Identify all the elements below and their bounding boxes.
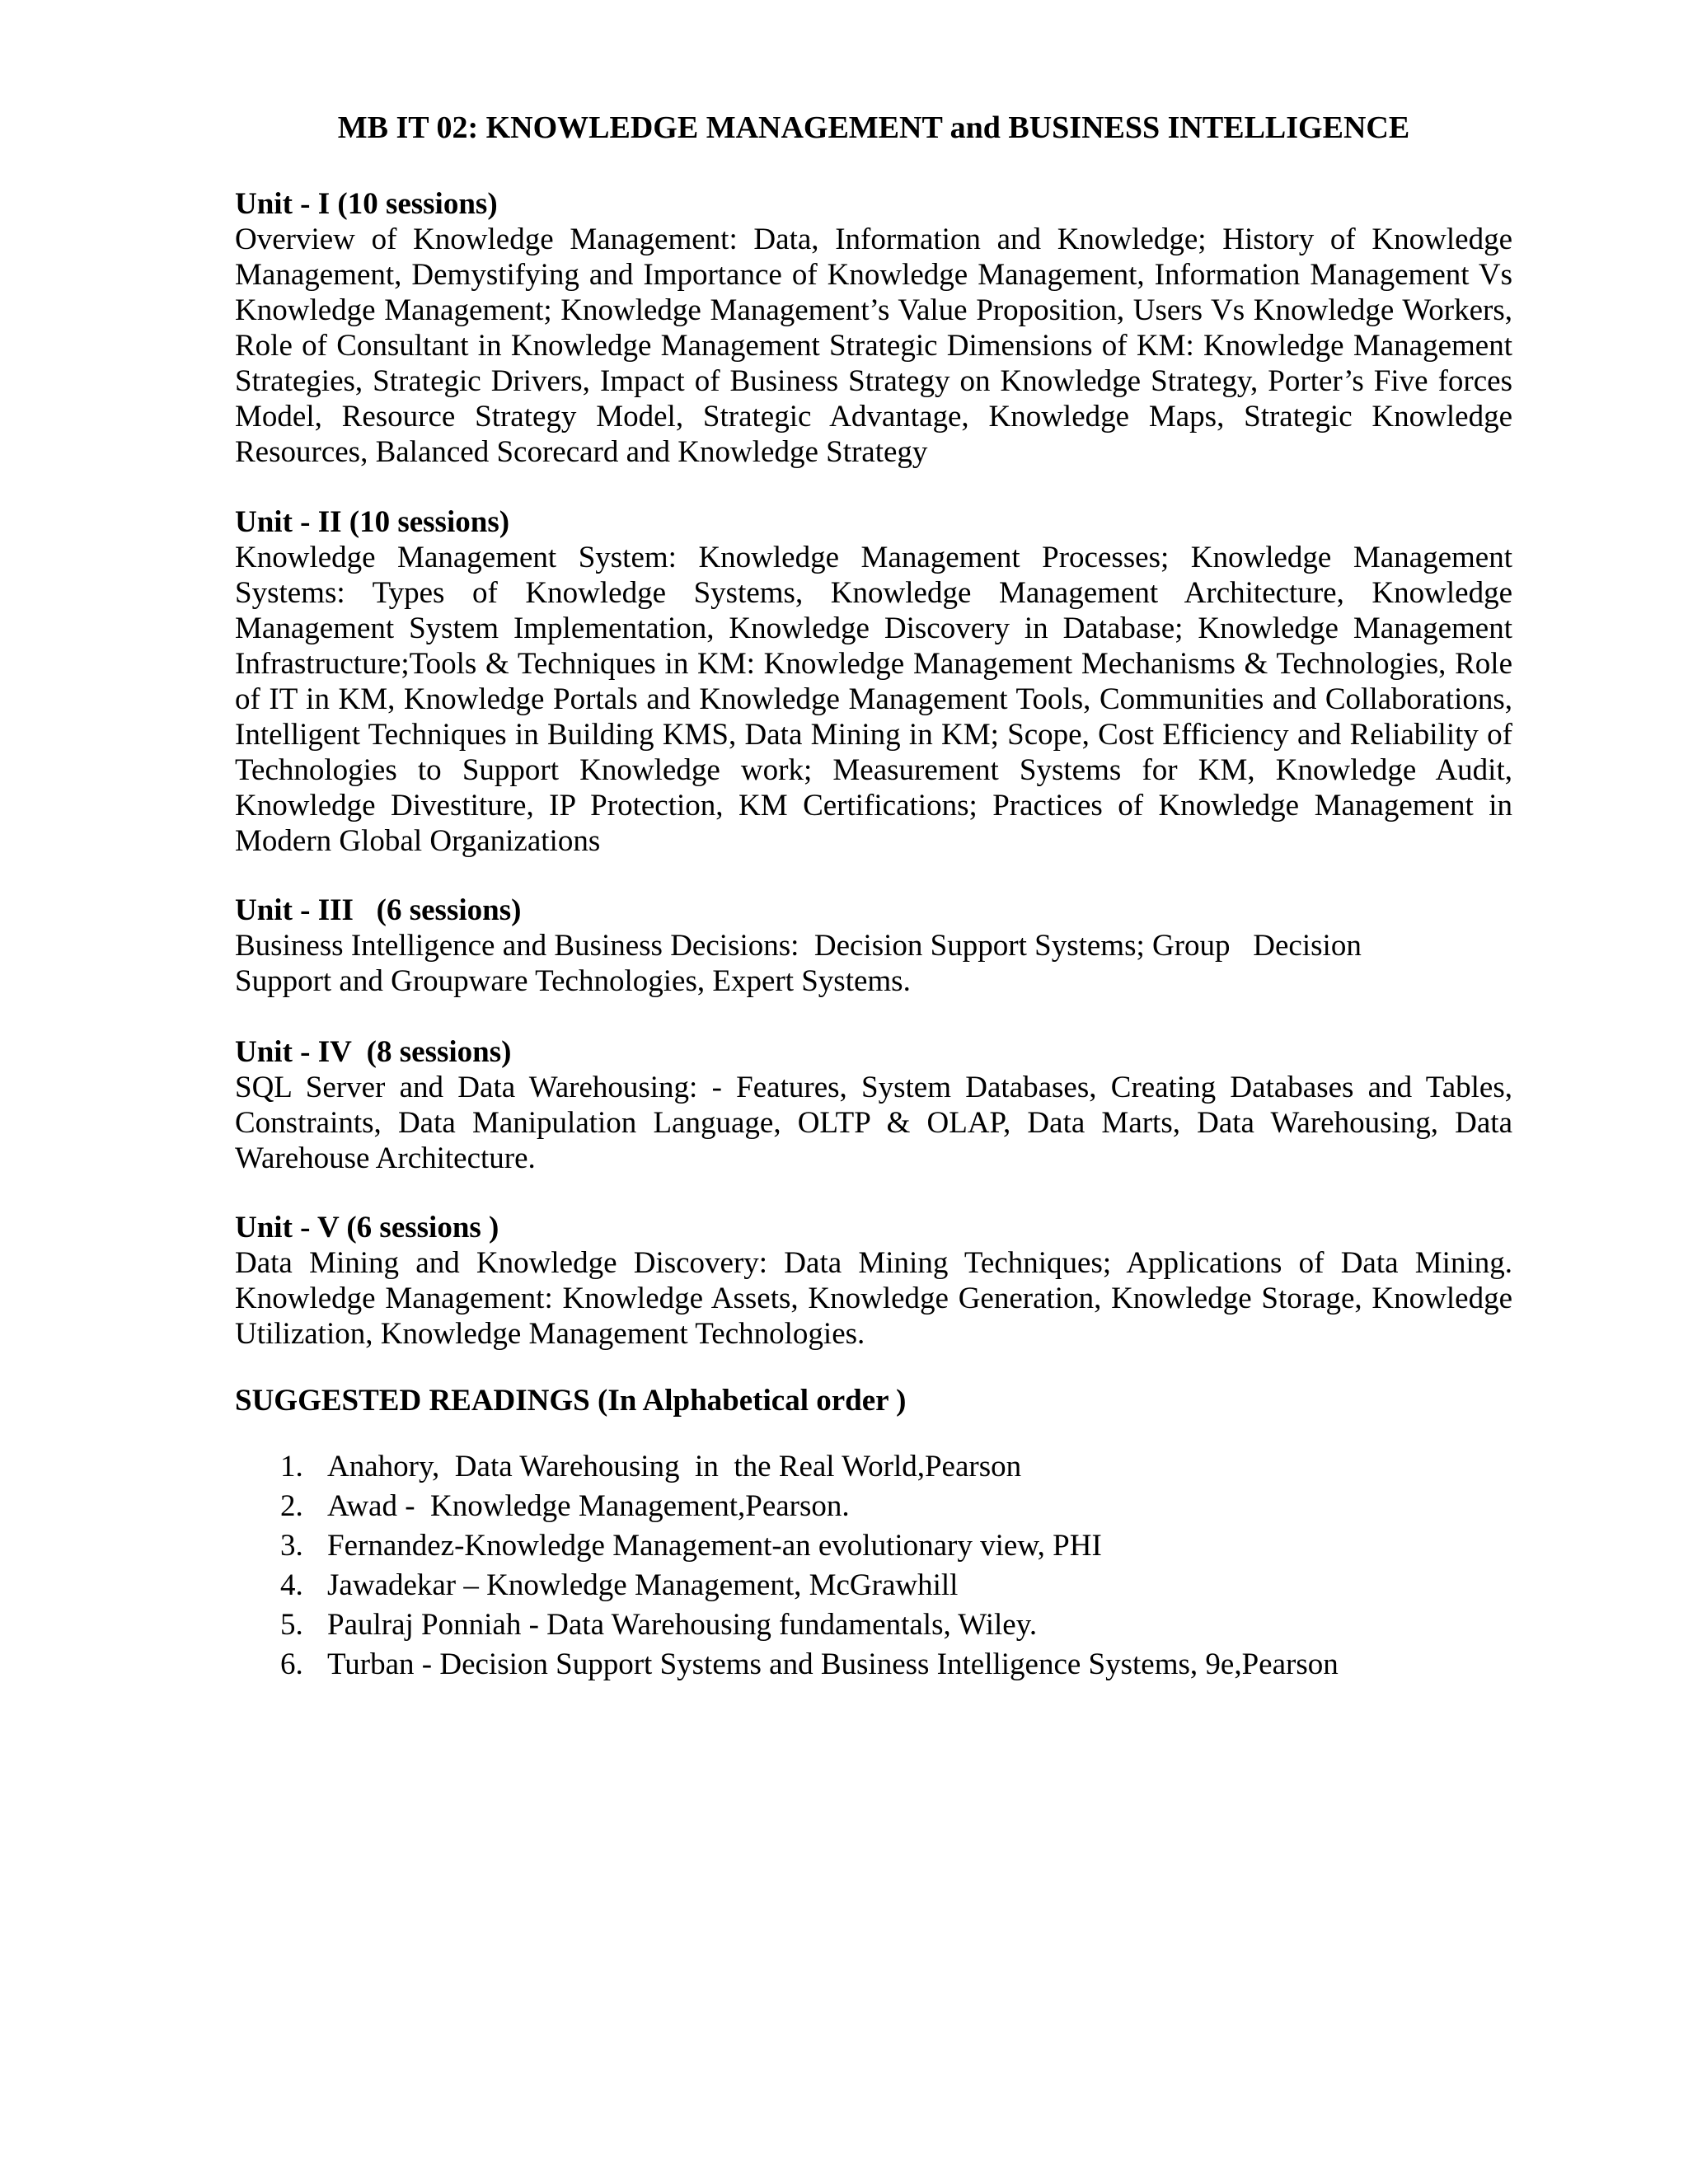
unit-3-body-line-1: Business Intelligence and Business Decisions: Decision Support Systems; Group Decision (235, 929, 1362, 963)
unit-1-body: Overview of Knowledge Management: Data, Information and Knowledge; History of Knowledge Management, Demystifying and Importance of Knowledge Management, Information Management Vs Knowledge Management; Knowledge Management’s Value Proposition, Users Vs Knowledge Workers, Role of Consultant in Knowledge Management Strategic Dimensions of KM: Knowledge Management Strategies, Strategic Drivers, Impact of Business Strategy on Knowledge Strategy, Porter’s Five forces Model, Resource Strategy Model, Strategic Advantage, Knowledge Maps, Strategic Knowledge Resources, Balanced Scorecard and Knowledge Strategy (235, 223, 1512, 469)
unit-1-heading: Unit - I (10 sessions) (235, 187, 498, 221)
readings-heading: SUGGESTED READINGS (In Alphabetical order ) (235, 1384, 907, 1418)
unit-4-body: SQL Server and Data Warehousing: - Features, System Databases, Creating Databases and Tables, Constraints, Data Manipulation Language, OLTP & OLAP, Data Marts, Data Warehousing, Data Warehouse Architecture. (235, 1071, 1512, 1175)
unit-1-section (235, 186, 1512, 470)
reading-item (280, 1605, 1339, 1645)
reading-text: Anahory, Data Warehousing in the Real World,Pearson (327, 1450, 1022, 1483)
unit-2-body: Knowledge Management System: Knowledge Management Processes; Knowledge Management Systems: Types of Knowledge Systems, Knowledge Management Architecture, Knowledge Management System Implementation, Knowledge Discovery in Database; Knowledge Management Infrastructure;Tools & Techniques in KM: Knowledge Management Mechanisms & Technologies, Role of IT in KM, Knowledge Portals and Knowledge Management Tools, Communities and Collaborations, Intelligent Techniques in Building KMS, Data Mining in KM; Scope, Cost Efficiency and Reliability of Technologies to Support Knowledge work; Measurement Systems for KM, Knowledge Audit, Knowledge Divestiture, IP Protection, KM Certifications; Practices of Knowledge Management in Modern Global Organizations (235, 541, 1512, 858)
reading-text: Turban - Decision Support Systems and Business Intelligence Systems, 9e,Pearson (327, 1647, 1339, 1681)
unit-3-section (235, 893, 1512, 999)
reading-text: Jawadekar – Knowledge Management, McGrawhill (327, 1568, 959, 1602)
reading-number: 5. (280, 1608, 303, 1642)
reading-number: 2. (280, 1489, 303, 1523)
reading-text: Fernandez-Knowledge Management-an evolutionary view, PHI (327, 1529, 1102, 1563)
unit-4-section (235, 1034, 1512, 1176)
unit-2-section (235, 504, 1512, 859)
unit-5-body: Data Mining and Knowledge Discovery: Data Mining Techniques; Applications of Data Mining. Knowledge Management: Knowledge Assets, Knowledge Generation, Knowledge Storage, Knowledge Utilization, Knowledge Management Technologies. (235, 1246, 1512, 1351)
reading-item (280, 1566, 1339, 1605)
reading-item (280, 1447, 1339, 1487)
reading-text: Paulraj Ponniah - Data Warehousing fundamentals, Wiley. (327, 1608, 1038, 1642)
reading-number: 1. (280, 1450, 303, 1483)
unit-3-body-line-2: Support and Groupware Technologies, Expert Systems. (235, 964, 911, 998)
reading-item (280, 1487, 1339, 1526)
unit-4-heading: Unit - IV (8 sessions) (235, 1035, 512, 1069)
reading-number: 6. (280, 1647, 303, 1681)
unit-5-section (235, 1210, 1512, 1352)
document-title: MB IT 02: KNOWLEDGE MANAGEMENT and BUSINESS INTELLIGENCE (337, 110, 1410, 145)
reading-item (280, 1645, 1339, 1685)
unit-3-heading: Unit - III (6 sessions) (235, 893, 522, 927)
reading-number: 3. (280, 1529, 303, 1563)
reading-text: Awad - Knowledge Management,Pearson. (327, 1489, 850, 1523)
reading-number: 4. (280, 1568, 303, 1602)
unit-2-heading: Unit - II (10 sessions) (235, 505, 510, 539)
reading-item (280, 1526, 1339, 1566)
unit-3-body (235, 928, 1512, 999)
unit-5-heading: Unit - V (6 sessions ) (235, 1211, 499, 1244)
readings-list (280, 1447, 1339, 1685)
